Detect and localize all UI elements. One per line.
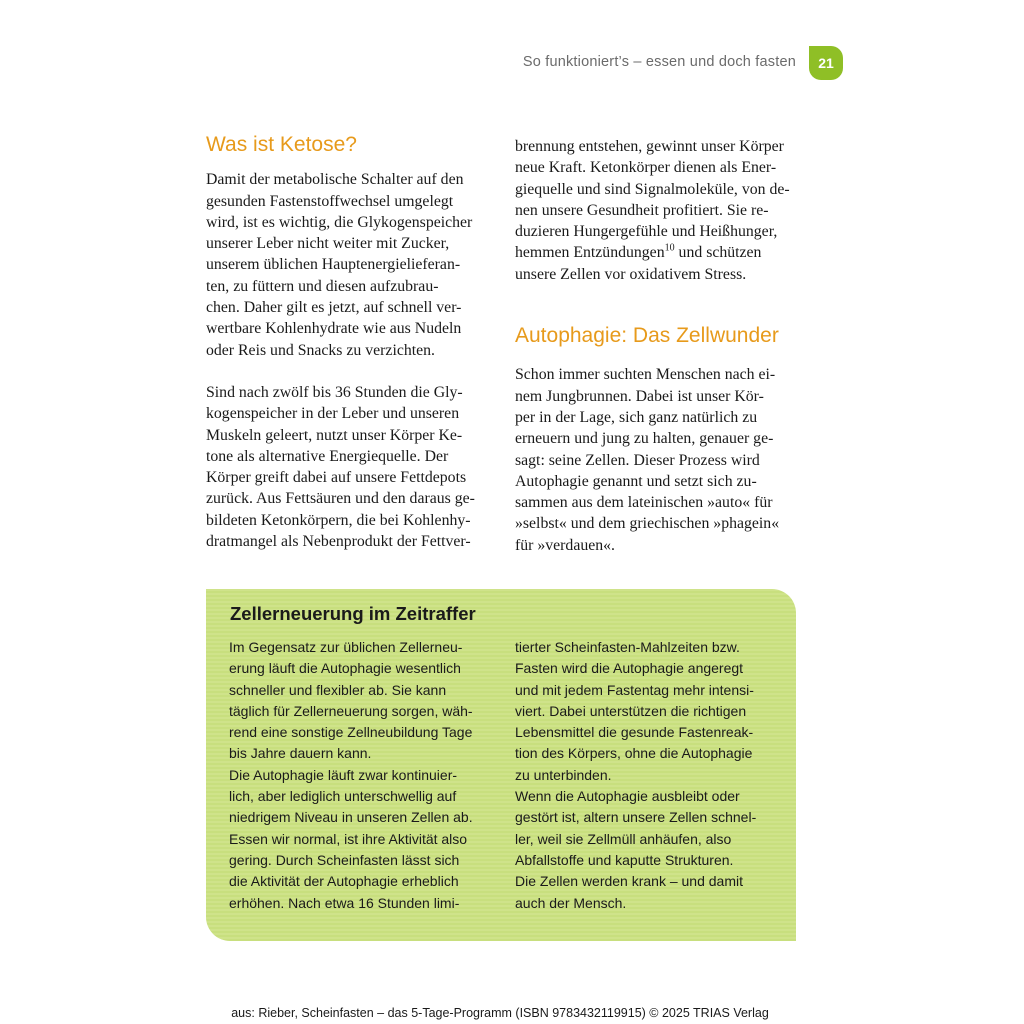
right-column — [515, 136, 800, 556]
paragraph-ketose-continued-end: und schützen unsere Zellen vor oxidativem Stress. — [515, 244, 762, 283]
heading-ketose: Was ist Ketose? — [206, 133, 357, 156]
heading-autophagie: Autophagie: Das Zellwunder — [515, 324, 779, 348]
info-box-paragraph-1: Im Gegensatz zur üblichen Zellerneu- erung läuft die Autophagie wesentlich schneller und flexibler ab. Sie kann täglich für Zellerneuerung sorgen, wäh- rend eine sonstige Zellneubildung Tage bis Jahre dauern kann. — [229, 639, 473, 762]
running-title: So funktioniert’s – essen und doch fasten — [522, 54, 796, 70]
info-box-right-column — [515, 637, 785, 914]
paragraph-ketose-1: Damit der metabolische Schalter auf den gesunden Fastenstoffwechsel umgelegt wird, ist es wichtig, die Glykogenspeicher unserer Leber nicht weiter mit Zucker, unserem üblichen Hauptenergielieferan- ten, zu füttern und diesen aufzubrau- chen. Daher gilt es jetzt, auf schnell ver- wertbare Kohlenhydrate wie aus Nudeln oder Reis und Snacks zu verzichten. — [206, 171, 473, 359]
paragraph-ketose-2: Sind nach zwölf bis 36 Stunden die Gly- kogenspeicher in der Leber und unseren Muskeln geleert, nutzt unser Körper Ke- tone als alternative Energiequelle. Der Körper greift dabei auf unsere Fettdepots zurück. Aus Fettsäuren und den daraus ge- bildeten Ketonkörpern, die bei Kohlenhy- dratmangel als Nebenprodukt der Fettver- — [206, 383, 475, 551]
footer-citation: aus: Rieber, Scheinfasten – das 5-Tage-Programm (ISBN 9783432119915) © 2025 TRIAS Verlag — [231, 1006, 769, 1020]
info-box-paragraph-4: Wenn die Autophagie ausbleibt oder gestört ist, altern unsere Zellen schnel- ler, weil sie Zellmüll anhäufen, also Abfallstoffe und kaputte Strukturen. Die Zellen werden krank – und damit auch der Mensch. — [515, 788, 757, 911]
paragraph-autophagie: Schon immer suchten Menschen nach ei- nem Jungbrunnen. Dabei ist unser Kör- per in der Lage, sich ganz natürlich zu erneuern und jung zu halten, genauer ge- sagt: seine Zellen. Dieser Prozess wird Autophagie genannt und setzt sich zu- sammen aus dem lateinischen »auto« für »selbst« und dem griechischen »phagein« für »verdauen«. — [515, 366, 780, 554]
page-number-badge: 21 — [809, 46, 843, 80]
footnote-marker: 10 — [664, 243, 675, 255]
left-column — [206, 134, 491, 552]
paragraph-ketose-continued — [515, 136, 800, 285]
paragraph-ketose-continued-text: brennung entstehen, gewinnt unser Körper neue Kraft. Ketonkörper dienen als Ener- giequelle und sind Signalmoleküle, von de- nen unsere Gesundheit profitiert. Sie re- duzieren Hungergefühle und Heißhunger, hemmen Entzündungen — [515, 138, 790, 262]
info-box-title: Zellerneuerung im Zeitraffer — [230, 603, 476, 624]
info-box-paragraph-2: Die Autophagie läuft zwar kontinuier- lich, aber lediglich unterschwellig auf niedrigem Niveau in unseren Zellen ab. Essen wir normal, ist ihre Aktivität also gering. Durch Scheinfasten lässt sich die Aktivität der Autophagie erheblich erhöhen. Nach etwa 16 Stunden limi- — [229, 766, 473, 911]
info-box — [206, 589, 796, 941]
info-box-left-column — [229, 637, 499, 914]
info-box-paragraph-3: tierter Scheinfasten-Mahlzeiten bzw. Fasten wird die Autophagie angeregt und mit jedem Fastentag mehr intensi- viert. Dabei unterstützen die richtigen Lebensmittel die gesunde Fastenreak- tion des Körpers, ohne die Autophagie zu unterbinden. — [515, 639, 754, 783]
